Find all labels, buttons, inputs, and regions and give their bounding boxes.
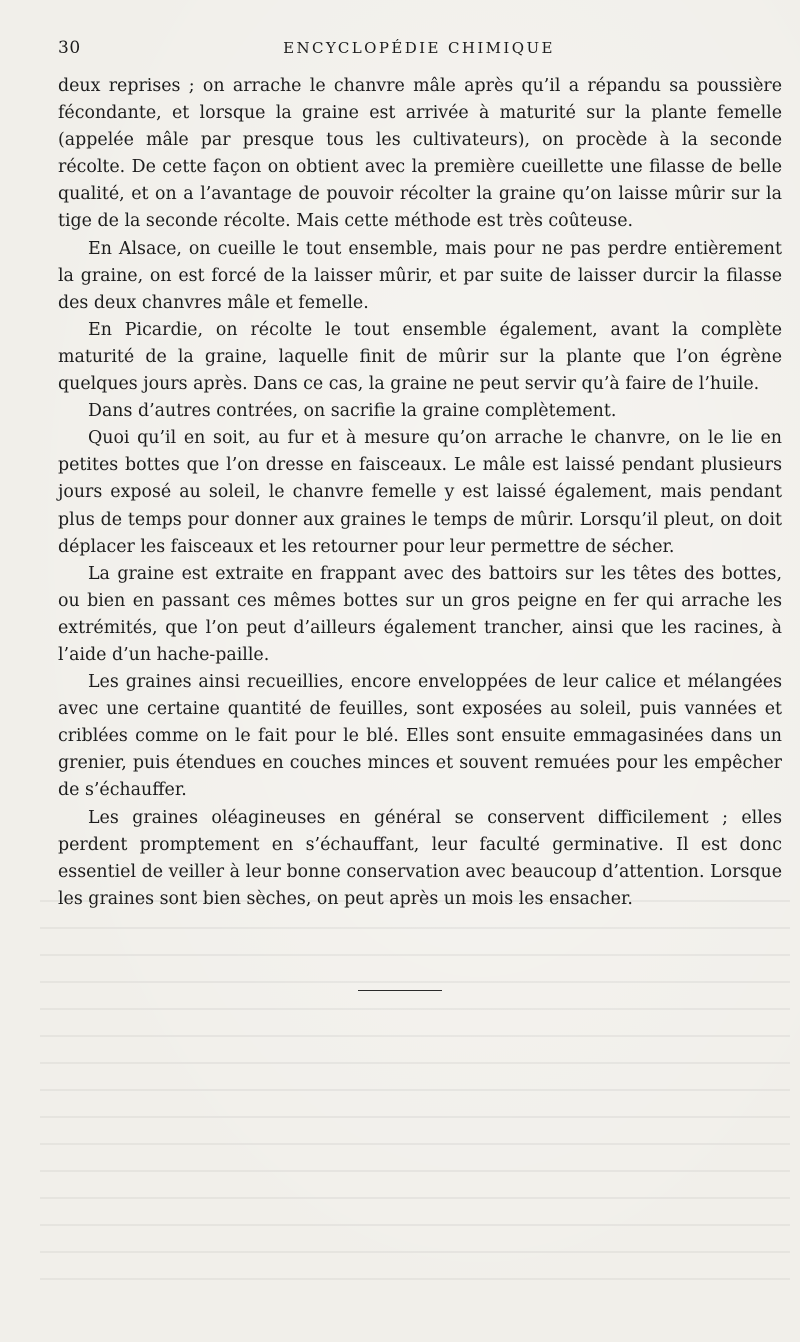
- paragraph: Dans d’autres contrées, on sacrifie la graine complètement.: [88, 401, 617, 422]
- page-header: [58, 38, 780, 62]
- paragraph: Quoi qu’il en soit, au fur et à mesure qu’on arrache le chanvre, on le lie en petites bottes que l’on dresse en faisceaux. Le mâle est laissé pendant plusieurs jours exposé au soleil, le chanvre femelle y est laissé également, mais pendant plus de temps pour donner aux graines le temps de mûrir. Lorsqu’il pleut, on doit déplacer les faisceaux et les retourner pour leur permettre de sécher.: [58, 428, 782, 557]
- paragraph: deux reprises ; on arrache le chanvre mâle après qu’il a répandu sa poussière fécondante, et lorsque la graine est arrivée à maturité sur la plante femelle (appelée mâle par presque tous les cultivateurs), on procède à la seconde récolte. De cette façon on obtient avec la première cueillette une filasse de belle qualité, et on a l’avantage de pouvoir récolter la graine qu’on laisse mûrir sur la tige de la seconde récolte. Mais cette méthode est très coûteuse.: [58, 76, 782, 232]
- section-rule: [358, 990, 442, 991]
- bleed-through-texture: [40, 900, 790, 1300]
- paragraph: En Alsace, on cueille le tout ensemble, mais pour ne pas perdre entièrement la graine, on est forcé de la laisser mûrir, et par suite de laisser durcir la filasse des deux chanvres mâle et femelle.: [58, 238, 782, 313]
- paragraph: En Picardie, on récolte le tout ensemble également, avant la complète maturité de la graine, laquelle finit de mûrir sur la plante que l’on égrène quelques jours après. Dans ce cas, la graine ne peut servir qu’à faire de l’huile.: [58, 319, 782, 395]
- body-text: [58, 73, 782, 913]
- paragraph: Les graines ainsi recueillies, encore enveloppées de leur calice et mélangées avec une certaine quantité de feuilles, sont exposées au soleil, puis vannées et criblées comme on le fait pour le blé. Elles sont ensuite emmagasinées dans un grenier, puis étendues en couches minces et souvent remuées pour les empêcher de s’échauffer.: [58, 672, 782, 801]
- page-number: 30: [58, 38, 81, 58]
- running-title: ENCYCLOPÉDIE CHIMIQUE: [283, 39, 555, 57]
- paragraph: La graine est extraite en frappant avec des battoirs sur les têtes des bottes, ou bien en passant ces mêmes bottes sur un gros peigne en fer qui arrache les extrémités, que l’on peut d’ailleurs également trancher, ainsi que les racines, à l’aide d’un hache-paille.: [58, 563, 782, 665]
- paragraph: Les graines oléagineuses en général se conservent difficilement ; elles perdent promptement en s’échauffant, leur faculté germinative. Il est donc essentiel de veiller à leur bonne conservation avec beaucoup d’attention. Lorsque les graines sont bien sèches, on peut après un mois les ensacher.: [58, 807, 782, 909]
